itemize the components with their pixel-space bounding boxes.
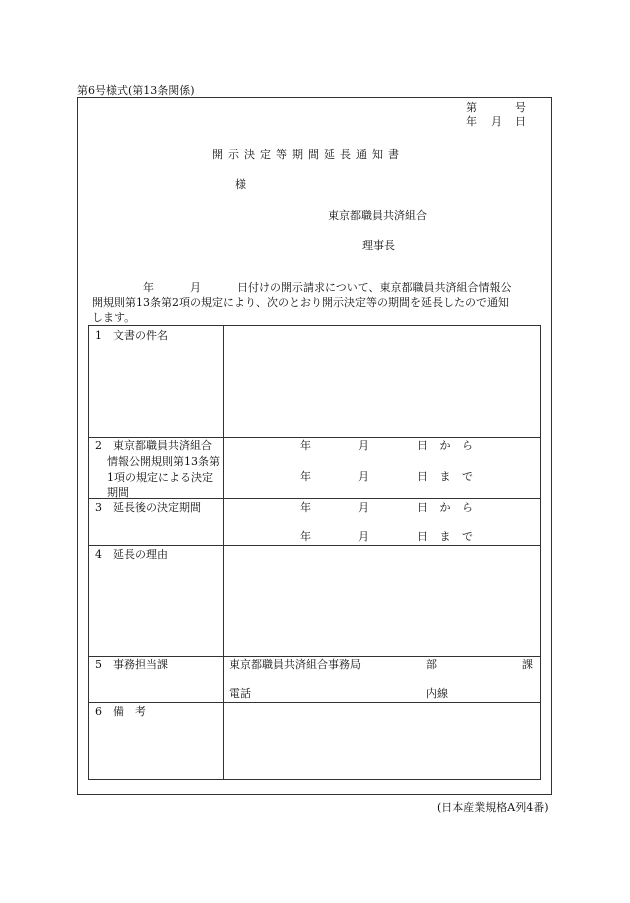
number-suffix: 号	[515, 101, 526, 114]
body-year: 年	[143, 281, 154, 294]
row-divider	[89, 498, 540, 499]
sender-role: 理事長	[362, 239, 395, 252]
section-label: 課	[522, 658, 533, 671]
row-label-office: 5 事務担当課	[95, 658, 168, 671]
row-label-decision-period-3: 1項の規定による決定	[107, 471, 213, 484]
notice-table	[88, 325, 541, 780]
form-label: 第6号様式(第13条関係)	[77, 84, 195, 97]
row-label-extended-period: 3 延長後の決定期間	[95, 501, 201, 514]
body-month: 月	[190, 281, 201, 294]
extended-to-month: 月	[358, 530, 369, 543]
row-label-decision-period-4: 期間	[107, 486, 129, 499]
sender-organization: 東京都職員共済組合	[328, 209, 427, 222]
decision-from-label: 日 か ら	[417, 439, 477, 452]
extended-from-year: 年	[300, 501, 311, 514]
decision-from-month: 月	[358, 439, 369, 452]
decision-from-year: 年	[300, 439, 311, 452]
row-label-decision-period-2: 情報公開規則第13条第	[107, 455, 220, 468]
date-year-label: 年	[466, 115, 477, 128]
extension-label: 内線	[426, 687, 448, 700]
body-line1: 日付けの開示請求について、東京都職員共済組合情報公	[237, 281, 512, 294]
extended-from-month: 月	[358, 501, 369, 514]
column-divider	[223, 326, 224, 779]
date-month-label: 月	[491, 115, 502, 128]
document-title: 開示決定等期間延長通知書	[212, 148, 404, 161]
row-label-decision-period-1: 2 東京都職員共済組合	[95, 439, 212, 452]
date-day-label: 日	[515, 115, 526, 128]
office-name: 東京都職員共済組合事務局	[229, 658, 361, 671]
extended-to-year: 年	[300, 530, 311, 543]
body-line2: 開規則第13条第2項の規定により、次のとおり開示決定等の期間を延長したので通知	[92, 296, 509, 309]
decision-to-year: 年	[300, 470, 311, 483]
decision-to-label: 日 ま で	[417, 470, 477, 483]
row-label-reason: 4 延長の理由	[95, 548, 168, 561]
extended-to-label: 日 ま で	[417, 530, 477, 543]
row-label-remarks: 6 備 考	[95, 705, 146, 718]
phone-label: 電話	[229, 687, 251, 700]
paper-size-note: (日本産業規格A列4番)	[437, 801, 549, 814]
decision-to-month: 月	[358, 470, 369, 483]
body-line3: します。	[92, 311, 136, 324]
extended-from-label: 日 か ら	[417, 501, 477, 514]
row-divider	[89, 702, 540, 703]
addressee-suffix: 様	[235, 178, 246, 191]
number-prefix: 第	[466, 101, 477, 114]
row-divider	[89, 545, 540, 546]
row-label-subject: 1 文書の件名	[95, 329, 168, 342]
dept-label: 部	[426, 658, 437, 671]
